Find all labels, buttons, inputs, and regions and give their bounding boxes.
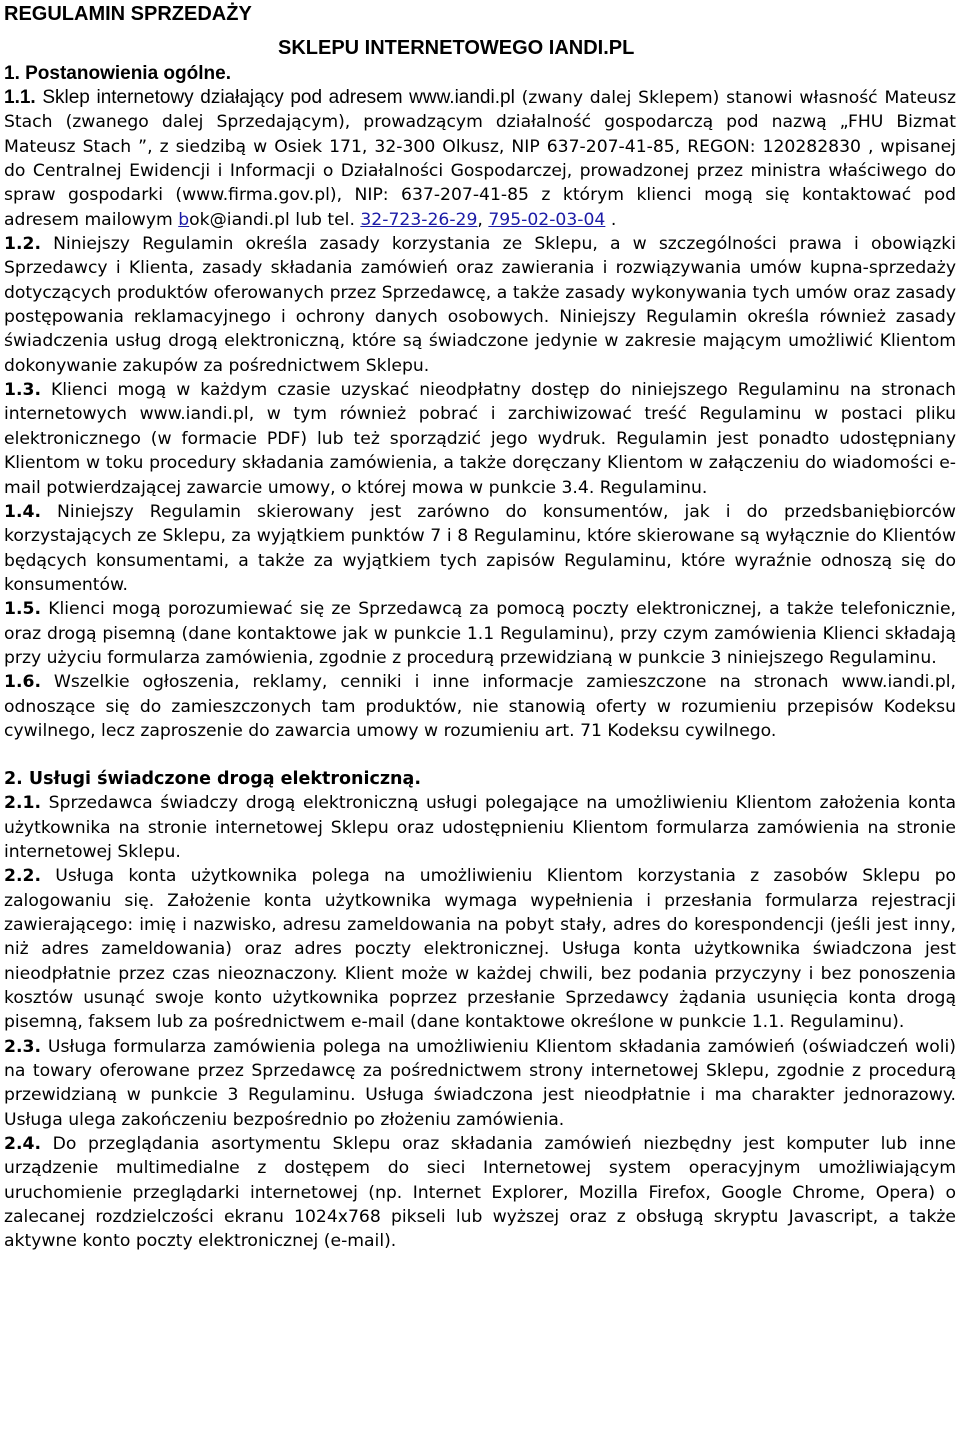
paragraph-1-1 bbox=[4, 86, 956, 232]
paragraph-text-mid: lub tel. bbox=[289, 209, 361, 230]
email-link[interactable]: bok@iandi.pl bbox=[178, 209, 290, 230]
paragraph-number: 2.1. bbox=[4, 793, 41, 814]
paragraph-text: Usługa formularza zamówienia polega na umożliwieniu Klientom składania zamówień (oświadczeń woli) na towary oferowane przez Sprzedawcę za pośrednictwem strony internetowej Sklepu, zgodnie z procedurą przewidzianą w punkcie 3 Regulaminu. Usługa świadczona jest nieodpłatnie i ma charakter jednorazowy. Usługa ulega zakończeniu bezpośrednio po złożeniu zamówienia. bbox=[4, 1036, 956, 1130]
phone-separator: , bbox=[477, 209, 489, 230]
paragraph-text: Do przeglądania asortymentu Sklepu oraz składania zamówień niezbędny jest komputer lub inne urządzenie multimedialne z dostępem do sieci Internetowej system operacyjnym umożliwiającym uruchomienie przeglądarki internetowej (np. Internet Explorer, Mozilla Firefox, Google Chrome, Opera) o zalecanej rozdzielczości ekranu 1024x768 pikseli lub wyższej oraz z obsługą skryptu Javascript, a także aktywne konto poczty elektronicznej (e-mail). bbox=[4, 1134, 956, 1252]
paragraph-1-5 bbox=[4, 597, 956, 670]
section-2-heading: 2. Usługi świadczone drogą elektroniczną. bbox=[4, 769, 421, 790]
paragraph-end: . bbox=[605, 209, 617, 230]
section-spacer bbox=[4, 743, 956, 767]
paragraph-text: Sprzedawca świadczy drogą elektroniczną usługi polegające na umożliwieniu Klientom założenia konta użytkownika na stronie internetowej Sklepu oraz udostępnieniu Klientom formularza zamówienia na stronie internetowej Sklepu. bbox=[4, 793, 956, 862]
paragraph-number: 1.3. bbox=[4, 380, 41, 401]
paragraph-2-3 bbox=[4, 1035, 956, 1132]
paragraph-text: Klienci mogą w każdym czasie uzyskać nieodpłatny dostęp do niniejszego Regulaminu na stronach internetowych www.iandi.pl, w tym również pobrać i zarchiwizować treść Regulaminu w postaci pliku elektronicznego (w formacie PDF) lub też sporządzić jego wydruk. Regulamin jest ponadto udostępniany Klientom w toku procedury składania zamówienia, a także doręczany Klientom w załączeniu do wiadomości e-mail potwierdzającej zawarcie umowy, o której mowa w punkcie 3.4. Regulaminu. bbox=[4, 380, 956, 498]
paragraph-2-2 bbox=[4, 864, 956, 1034]
paragraph-number: 1.4. bbox=[4, 501, 41, 522]
paragraph-text: Wszelkie ogłoszenia, reklamy, cenniki i inne informacje zamieszczone na stronach www.iandi.pl, odnoszące się do zamieszczonych tam produktów, nie stanowią oferty w rozumieniu przepisów Kodeksu cywilnego, lecz zaproszenie do zawarcia umowy w rozumieniu art. 71 Kodeksu cywilnego. bbox=[4, 672, 956, 741]
paragraph-number: 1.6. bbox=[4, 672, 41, 693]
paragraph-text: (zwany dalej Sklepem) stanowi własność Mateusz Stach (zwanego dalej Sprzedającym), prowadzącym działalność gospodarczą pod nazwą „FHU Bizmat Mateusz Stach ”, z siedzibą w Osiek 171, 32-300 Olkusz, NIP 637-207-41-85, REGON: 120282830 , wpisanej do Centralnej Ewidencji i Informacji o Działalności Gospodarczej, prowadzonej przez ministra właściwego do spraw gospodarki (www.firma.gov.pl), NIP: 637-207-41-85 z którym klienci mogą się kontaktować pod adresem mailowym bbox=[4, 88, 956, 230]
paragraph-2-1 bbox=[4, 791, 956, 864]
paragraph-2-4 bbox=[4, 1132, 956, 1254]
paragraph-1-1-lead bbox=[4, 87, 515, 108]
section-1-heading: 1. Postanowienia ogólne. bbox=[4, 63, 231, 84]
paragraph-number: 1.2. bbox=[4, 234, 41, 255]
paragraph-number: 1.5. bbox=[4, 599, 41, 620]
paragraph-lead-text: Sklep internetowy działający pod adresem www.iandi.pl bbox=[35, 87, 515, 108]
paragraph-1-6 bbox=[4, 670, 956, 743]
paragraph-text: Niniejszy Regulamin skierowany jest zarówno do konsumentów, jak i do przedsbaniębiorców korzystających ze Sklepu, za wyjątkiem punktów 7 i 8 Regulaminu, które skierowane są wyłącznie do Klientów będących konsumentami, a także za wyjątkiem tych zapisów Regulaminu, które wyraźnie odnoszą się do konsumentów. bbox=[4, 501, 956, 595]
paragraph-1-4 bbox=[4, 500, 956, 597]
phone-link-1[interactable]: 32-723-26-29 bbox=[360, 209, 478, 230]
document-title: REGULAMIN SPRZEDAŻY bbox=[4, 3, 252, 25]
phone-link-2[interactable]: 795-02-03-04 bbox=[488, 209, 606, 230]
document-subtitle: SKLEPU INTERNETOWEGO IANDI.PL bbox=[278, 37, 635, 59]
paragraph-number: 1.1. bbox=[4, 87, 36, 108]
paragraph-1-2 bbox=[4, 232, 956, 378]
paragraph-text: Usługa konta użytkownika polega na umożliwieniu Klientom korzystania z zasobów Sklepu po zalogowaniu się. Założenie konta użytkownika wymaga wypełnienia i przesłania formularza rejestracji zawierającego: imię i nazwisko, adresu zameldowania na pobyt stały, adres do korespondencji (jeśli jest inny, niż adres zameldowania) oraz adres poczty elektronicznej. Usługa konta użytkownika świadczona jest nieodpłatnie przez czas nieoznaczony. Klient może w każdej chwili, bez podania przyczyny i bez ponoszenia kosztów usunąć swoje konto użytkownika poprzez przesłanie Sprzedawcy żądania usunięcia konta drogą pisemną, faksem lub za pośrednictwem e-mail (dane kontaktowe określone w punkcie 1.1. Regulaminu). bbox=[4, 866, 956, 1033]
paragraph-number: 2.2. bbox=[4, 866, 41, 887]
paragraph-1-3 bbox=[4, 378, 956, 500]
paragraph-number: 2.4. bbox=[4, 1134, 41, 1155]
paragraph-text: Klienci mogą porozumiewać się ze Sprzedawcą za pomocą poczty elektronicznej, a także telefonicznie, oraz drogą pisemną (dane kontaktowe jak w punkcie 1.1 Regulaminu), przy czym zamówienia Klienci składają przy użyciu formularza zamówienia, zgodnie z procedurą przewidzianą w punkcie 3 niniejszego Regulaminu. bbox=[4, 599, 956, 668]
paragraph-text: Niniejszy Regulamin określa zasady korzystania ze Sklepu, a w szczególności prawa i obowiązki Sprzedawcy i Klienta, zasady składania zamówień oraz zawierania i rozwiązywania umów kupna-sprzedaży dotyczących produktów oferowanych przez Sprzedawcę, a także zasady wykonywania tych umów oraz zasady postępowania reklamacyjnego i ochrony danych osobowych. Niniejszy Regulamin określa również zasady świadczenia usług drogą elektroniczną, które są świadczone jedynie w zakresie mającym umożliwić Klientom dokonywanie zakupów za pośrednictwem Sklepu. bbox=[4, 234, 956, 376]
paragraph-number: 2.3. bbox=[4, 1036, 41, 1057]
